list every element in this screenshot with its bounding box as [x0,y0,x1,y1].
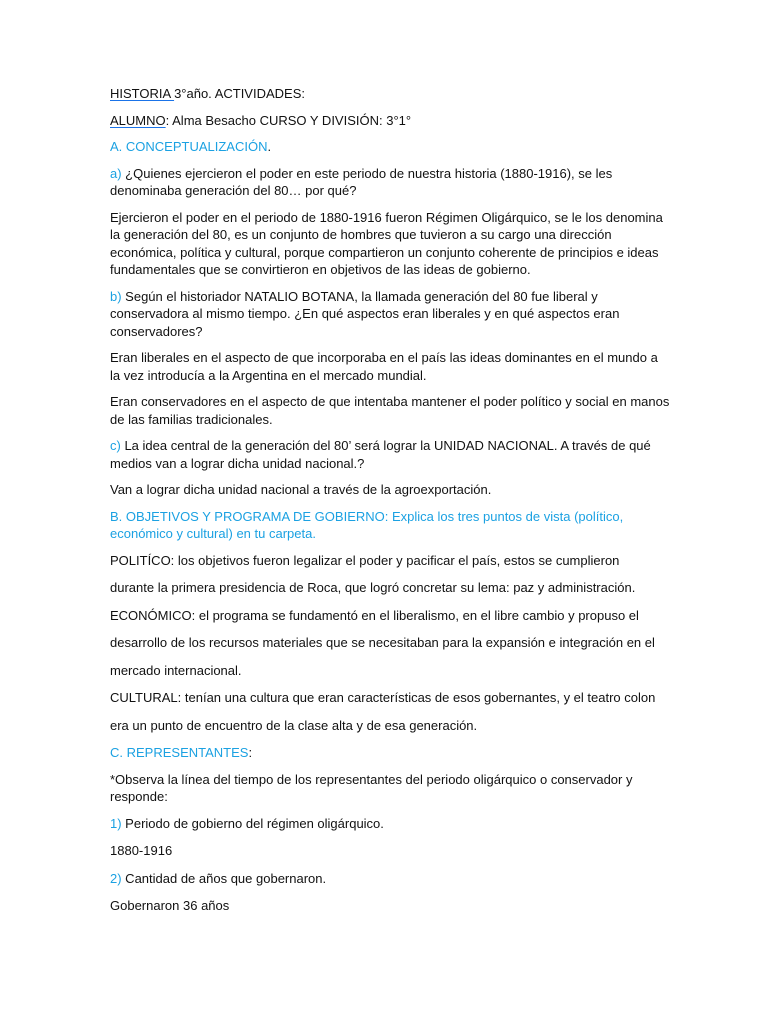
student-line [110,112,670,130]
section-a-suffix: . [267,139,272,154]
answer-b-liberal: Eran liberales en el aspecto de que incorporaba en el país las ideas dominantes en el mundo a la vez introducía a la Argentina en el mercado mundial. [110,350,658,383]
document-body [110,85,670,924]
question-b [110,288,670,341]
economic-line-1: ECONÓMICO: el programa se fundamentó en el liberalismo, en el libre cambio y propuso el [110,607,639,623]
section-b-title: B. OBJETIVOS Y PROGRAMA DE GOBIERNO: Explica los tres puntos de vista (político, económico y cultural) en tu carpeta. [110,508,624,541]
section-a-heading [110,138,670,156]
economic-line-3: mercado internacional. [110,662,242,678]
question-1-marker: 1) [110,815,122,831]
answer-b-conservative: Eran conservadores en el aspecto de que intentaba mantener el poder político y social en manos de las familias tradicionales. [110,394,670,427]
student-info: : Alma Besacho CURSO Y DIVISIÓN: 3°1° [165,112,412,128]
answer-1: 1880-1916 [110,843,173,858]
political-line-1: POLITÍCO: los objetivos fueron legalizar el poder y pacificar el país, estos se cumplieron [110,552,620,568]
cultural-line-2: era un punto de encuentro de la clase alta y de esa generación. [110,717,478,733]
question-b-text: Según el historiador NATALIO BOTANA, la llamada generación del 80 fue liberal y conservadora al mismo tiempo. ¿En qué aspectos eran liberales y en qué aspectos eran conservadores? [110,288,620,339]
question-b-marker: b) [110,288,122,304]
student-label: ALUMNO [110,112,166,128]
question-a [110,165,670,200]
question-1 [110,815,670,833]
question-c-marker: c) [110,438,121,453]
question-a-marker: a) [110,165,122,181]
section-c-title: C. REPRESENTANTES [110,745,249,760]
answer-2: Gobernaron 36 años [110,898,230,913]
answer-a: Ejercieron el poder en el periodo de 1880-1916 fueron Régimen Oligárquico, se le los denomina la generación del 80, es un conjunto de hombres que tuvieron a su cargo una dirección económica, política y cultural, porque compartieron un conjunto coherente de principios e ideas fundamentales que se convirtieron en objetivos de las ideas de gobierno. [110,209,663,277]
section-c-suffix: : [248,745,253,760]
question-1-text: Periodo de gobierno del régimen oligárquico. [121,815,384,831]
section-a-title: A. CONCEPTUALIZACIÓN [110,139,268,154]
document-title [110,85,670,103]
economic-line-2: desarrollo de los recursos materiales que se necesitaban para la expansión e integración en el [110,635,655,650]
section-b-heading [110,508,670,543]
political-line-2: durante la primera presidencia de Roca, que logró concretar su lema: paz y administración. [110,580,636,595]
question-c [110,437,670,472]
question-c-text: La idea central de la generación del 80’ será lograr la UNIDAD NACIONAL. A través de qué medios van a lograr dicha unidad nacional.? [110,438,651,471]
cultural-line-1: CULTURAL: tenían una cultura que eran características de esos gobernantes, y el teatro colon [110,690,656,705]
title-subject: HISTORIA [110,86,175,101]
section-c-heading [110,744,670,762]
title-rest: 3°año. ACTIVIDADES: [174,86,305,101]
question-2 [110,870,670,888]
question-2-marker: 2) [110,870,122,886]
answer-c: Van a lograr dicha unidad nacional a través de la agroexportación. [110,482,492,497]
question-a-text: ¿Quienes ejercieron el poder en este periodo de nuestra historia (1880-1916), se les denominaba generación del 80… por qué? [110,165,613,198]
section-c-intro: *Observa la línea del tiempo de los representantes del periodo oligárquico o conservador y responde: [110,771,633,804]
question-2-text: Cantidad de años que gobernaron. [121,870,327,886]
